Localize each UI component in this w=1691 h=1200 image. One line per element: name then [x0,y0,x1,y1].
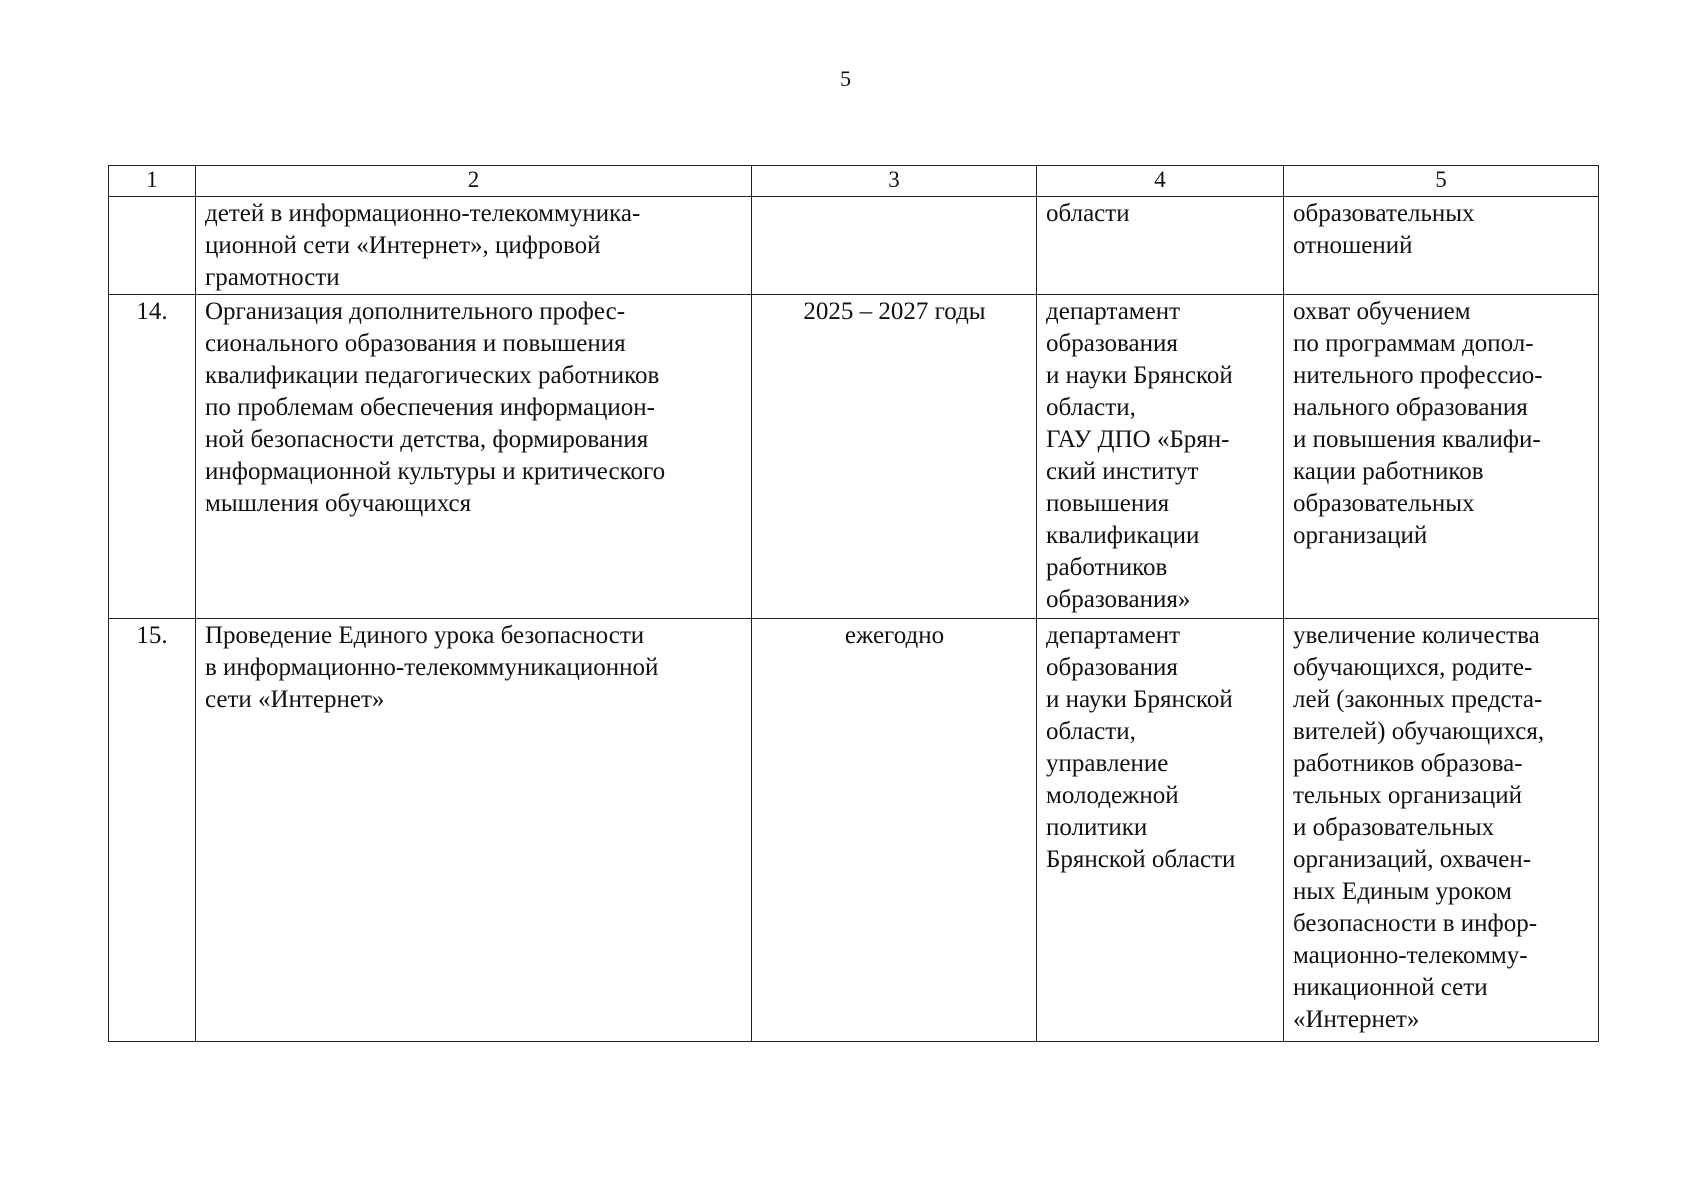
table-row [109,197,1599,295]
term-cell [752,295,1037,619]
responsible-cell [1037,295,1284,619]
column-header-4: 4 [1037,166,1284,197]
result-text: охват обучением по программам допол- нительного профессио- нального образования и повышения квалифи- кации работников образовательных организаций [1293,298,1543,549]
action-cell [196,619,752,1042]
row-number: 15. [109,619,196,1042]
column-header-1: 1 [109,166,196,197]
action-text: детей в информационно-телекоммуника- ционной сети «Интернет», цифровой грамотности [205,200,641,291]
responsible-cell [1037,197,1284,295]
responsible-text: департамент образования и науки Брянской области, управление молодежной политики Брянской области [1046,622,1236,873]
row-number [109,197,196,295]
row-number: 14. [109,295,196,619]
column-header-5: 5 [1284,166,1599,197]
result-text: образовательных отношений [1293,200,1475,259]
activity-table [108,165,1599,1042]
action-text: Проведение Единого урока безопасности в информационно-телекоммуникационной сети «Интернет» [205,622,659,713]
action-cell [196,197,752,295]
responsible-text: департамент образования и науки Брянской области, ГАУ ДПО «Брян- ский институт повышения квалификации работников образования» [1046,298,1233,613]
term-cell [752,197,1037,295]
term-cell [752,619,1037,1042]
term-text: ежегодно [844,622,945,649]
result-cell [1284,619,1599,1042]
responsible-cell [1037,619,1284,1042]
column-header-3: 3 [752,166,1037,197]
result-cell [1284,295,1599,619]
action-text: Организация дополнительного профес- сионального образования и повышения квалификации педагогических работников по проблемам обеспечения информацион- ной безопасности детства, формирования информационной культуры и критического мышления обучающихся [205,298,666,517]
term-text: 2025 – 2027 годы [803,298,986,325]
responsible-text: области [1046,200,1130,227]
table-header-row [109,166,1599,197]
result-text: увеличение количества обучающихся, родите- лей (законных предста- вителей) обучающихся, работников образова- тельных организаций и образовательных организаций, охвачен- ных Единым уроком безопасности в инфор- мационно-телекомму- никационной сети «Интернет» [1293,622,1545,1033]
result-cell [1284,197,1599,295]
column-header-2: 2 [196,166,752,197]
table-row [109,619,1599,1042]
action-cell [196,295,752,619]
page-number: 5 [840,66,851,91]
table-row [109,295,1599,619]
